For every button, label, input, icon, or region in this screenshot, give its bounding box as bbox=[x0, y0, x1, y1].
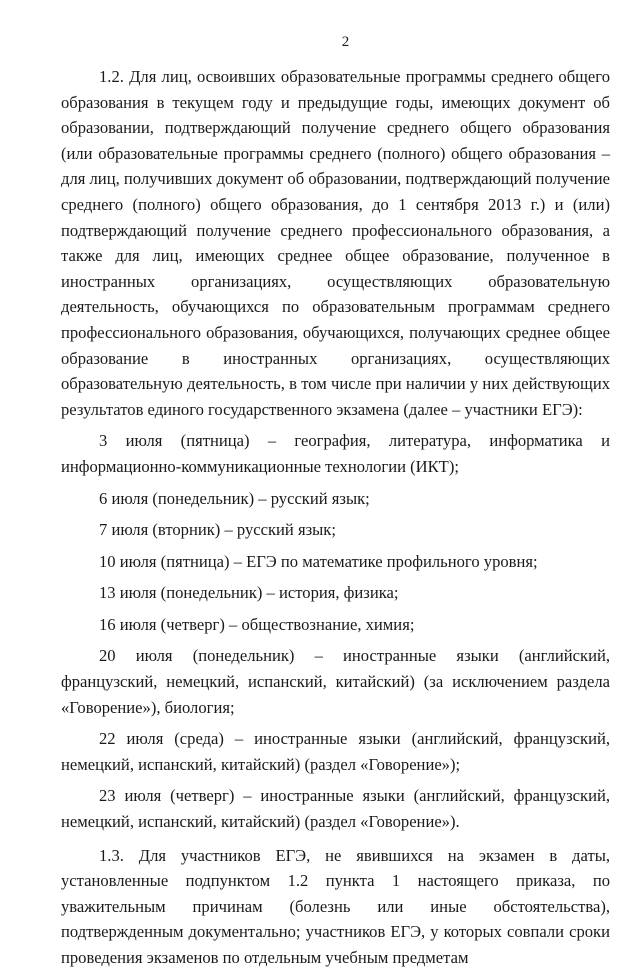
list-item: 7 июля (вторник) – русский язык; bbox=[99, 520, 336, 540]
list-item: 6 июля (понедельник) – русский язык; bbox=[99, 488, 370, 508]
list-item: 22 июля (среда) – иностранные языки (английский, французский, немецкий, испанский, китайский) (раздел «Говорение»); bbox=[61, 729, 610, 774]
list-item: 23 июля (четверг) – иностранные языки (английский, французский, немецкий, испанский, китайский) (раздел «Говорение»). bbox=[61, 786, 610, 832]
list-item: 13 июля (понедельник) – история, физика; bbox=[99, 583, 399, 603]
paragraph-1-2: 1.2. Для лиц, освоивших образовательные программы среднего общего образования в текущем году и предыдущие годы, имеющих документ об образовании, подтверждающий получение среднего общего образования (или образовательные программы среднего (полного) общего образования – для лиц, получивших документ об образовании, подтверждающий получение среднего (полного) общего образования, до 1 сентября 2013 г.) и (или) подтверждающий получение среднего профессионального образования, а также для лиц, имеющих среднее общее образование, полученное в иностранных организациях, осуществляющих образовательную деятельность, обучающихся по образовательным программам среднего профессионального образования, обучающихся, получающих среднее общее образование в иностранных организациях, осуществляющих образовательную деятельность, в том числе при наличии у них действующих результатов единого государственного экзамена (далее – участники ЕГЭ): bbox=[61, 67, 610, 419]
paragraph-1-3: 1.3. Для участников ЕГЭ, не явившихся на экзамен в даты, установленные подпунктом 1.2 пункта 1 настоящего приказа, по уважительным причинам (болезнь или иные обстоятельства), подтвержденным документально; участников ЕГЭ, у которых совпали сроки проведения экзаменов по отдельным учебным предметам bbox=[61, 845, 610, 967]
list-item: 3 июля (пятница) – география, литература, информатика и информационно-коммуникационные технологии (ИКТ); bbox=[61, 431, 610, 476]
list-item: 10 июля (пятница) – ЕГЭ по математике профильного уровня; bbox=[99, 551, 538, 571]
exam-schedule-list bbox=[61, 428, 610, 834]
list-item: 20 июля (понедельник) – иностранные языки (английский, французский, немецкий, испанский, китайский) (за исключением раздела «Говорение»), биология; bbox=[61, 646, 610, 717]
page-number: 2 bbox=[341, 34, 350, 50]
list-item: 16 июля (четверг) – обществознание, химия; bbox=[99, 614, 415, 634]
